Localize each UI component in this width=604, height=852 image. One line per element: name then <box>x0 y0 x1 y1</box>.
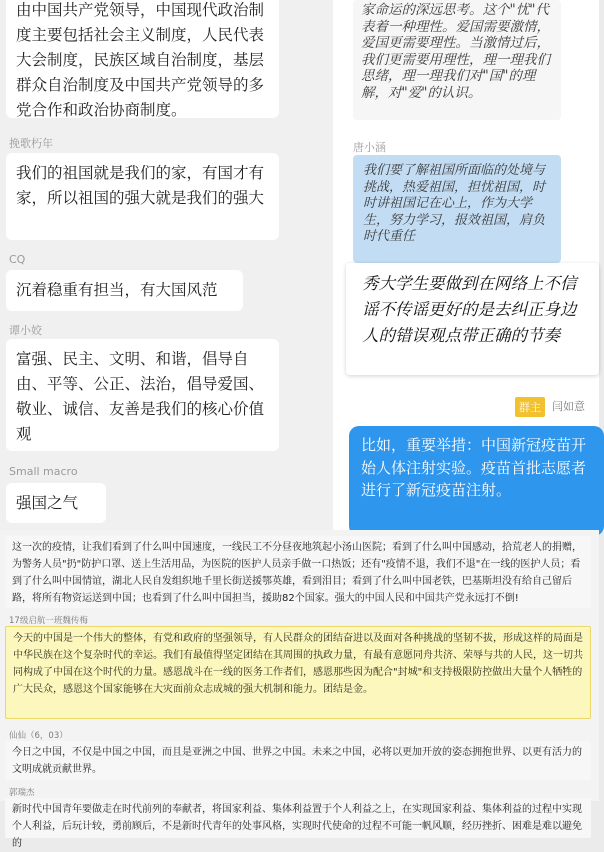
note-text: 家命运的深远思考。这个"忧"代表着一种理性。爱国需要激情，爱国更需要理性。当激情过后，我们更需要用理性，理一理我们思绪，理一理我们对"国"的理解，对"爱"的认识。 <box>361 2 550 101</box>
sender-name: 谭小姣 <box>9 324 42 337</box>
comment-body <box>5 536 591 608</box>
comment-thread-panel <box>0 530 599 849</box>
message-bubble <box>6 0 279 118</box>
sender-name: 唐小涵 <box>353 141 386 154</box>
message-text: 富强、民主、文明、和谐，倡导自由、平等、公正、法治，倡导爱国、敬业、诚信、友善是我们的核心价值观 <box>16 350 265 443</box>
sender-name: Small macro <box>9 465 78 478</box>
right-chat-panel <box>333 0 599 530</box>
highlighted-comment-body <box>5 626 591 719</box>
sender-name: 闫如意 <box>552 400 585 413</box>
message-text: 强国之气 <box>16 494 79 512</box>
message-text: 比如，重要举措：中国新冠疫苗开始人体注射实验。疫苗首批志愿者进行了新冠疫苗注射。 <box>361 436 587 499</box>
handwritten-card-image <box>346 263 599 375</box>
left-chat-panel <box>0 0 333 530</box>
handwritten-note-image <box>353 155 561 263</box>
card-text: 秀大学生要做到在网络上不信谣不传谣更好的是去纠正身边人的错误观点带正确的节奏 <box>362 274 577 345</box>
message-bubble <box>6 270 243 311</box>
sender-name: CQ <box>9 253 26 266</box>
message-text: 由中国共产党领导，中国现代政治制度主要包括社会主义制度，人民代表大会制度，民族区域自治制度，基层群众自治制度及中国共产党领导的多党合作和政治协商制度。 <box>16 1 265 119</box>
comment-text: 今日之中国，不仅是中国之中国，而且是亚洲之中国、世界之中国。未来之中国，必将以更加开放的姿态拥抱世界、以更有活力的文明成就贡献世界。 <box>12 747 582 775</box>
message-bubble <box>6 483 106 523</box>
comment-text: 这一次的疫情，让我们看到了什么叫中国速度，一线民工不分昼夜地筑起小汤山医院；看到了什么叫中国感动，拾荒老人的捐赠，为警务人员"扔"防护口罩、送上生活用品，为医院的医护人员亲手做一口热饭；还有"疫情不退，我们不退"在一线的医护人员；看到了什么叫中国情谊，湖北人民自发组织地千里长街送援鄂英雄，看到泪目；看到了什么叫中国老铁，巴基斯坦没有给自己留后路，将所有物资运送到中国；也看到了什么叫中国担当，援助82个国家。强大的中国人民和中国共产党永远打不倒! <box>12 542 582 604</box>
message-bubble <box>6 153 279 240</box>
comment-body <box>5 741 591 780</box>
comment-body <box>5 798 591 849</box>
sender-name: 挽歌朽年 <box>9 137 53 150</box>
comment-text: 今天的中国是一个伟大的整体，有党和政府的坚强领导，有人民群众的团结奋进以及面对各种挑战的坚韧不拔，形成这样的局面是中华民族在这个复杂时代的幸运。我们有最值得坚定团结在其周围的执政力量，有最有意愿同舟共济、荣辱与共的人民，这一切共同构成了中国在这个时代的力量。感恩战斗在一线的医务工作者们，感恩那些因为配合"封城"和支持极限防控做出大量个人牺牲的广大民众，感恩这个国家能够在大灾面前众志成城的强大机制和能力。团结是金。 <box>13 633 583 695</box>
comment-text: 新时代中国青年要做走在时代前列的奉献者，将国家利益、集体利益置于个人利益之上，在实现国家利益、集体利益的过程中实现个人利益，后玩计较，勇前顾后，不是新时代青年的处事风格，实现时代使命的过程不可能一帆风顺，经历挫折、困难是难以避免的 <box>12 804 582 849</box>
message-text: 沉着稳重有担当，有大国风范 <box>16 281 218 299</box>
note-text: 我们要了解祖国所面临的处境与挑战，热爱祖国，担忧祖国，时时讲祖国记在心上，作为大学生，努力学习，报效祖国，肩负时代重任 <box>363 163 546 244</box>
group-owner-badge: 群主 <box>515 397 545 417</box>
blue-message-bubble <box>349 426 604 536</box>
handwritten-note-image <box>353 0 561 120</box>
commenter-name: 17级启航一班魏传梅 <box>9 616 88 626</box>
message-bubble <box>6 339 279 451</box>
message-text: 我们的祖国就是我们的家，有国才有家，所以祖国的强大就是我们的强大 <box>16 164 265 207</box>
commenter-name: 仙仙（6，03） <box>9 731 68 741</box>
commenter-name: 郭瑞杰 <box>9 788 35 798</box>
